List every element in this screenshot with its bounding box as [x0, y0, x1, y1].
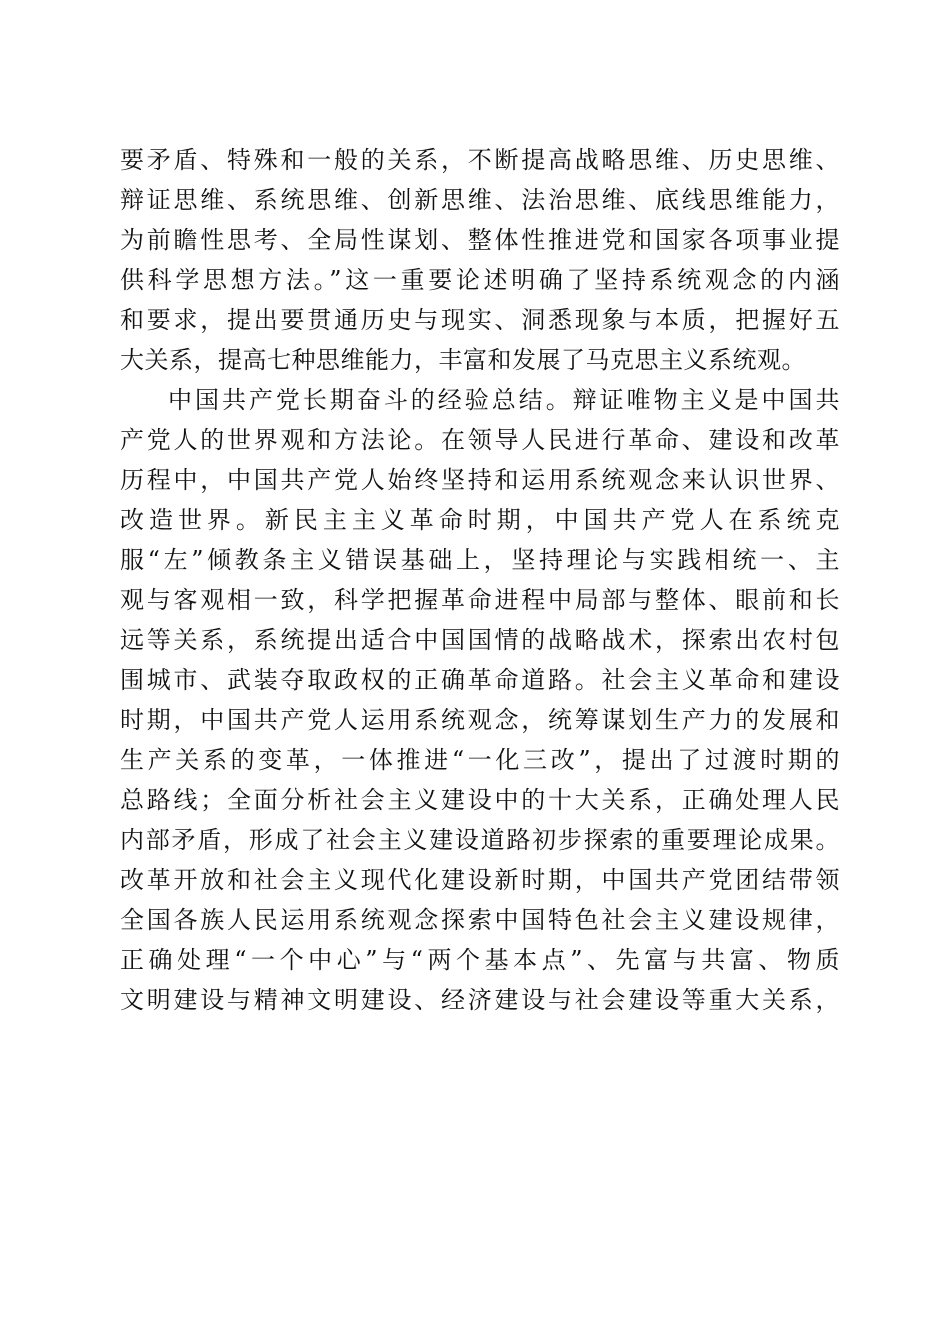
- paragraph-1: [120, 140, 840, 380]
- text-line: 总路线；全面分析社会主义建设中的十大关系，正确处理人民: [120, 786, 840, 814]
- text-line: 改造世界。新民主主义革命时期，中国共产党人在系统克: [120, 506, 840, 534]
- text-line: 改革开放和社会主义现代化建设新时期，中国共产党团结带领: [120, 866, 840, 894]
- text-line: 生产关系的变革，一体推进“一化三改”，提出了过渡时期的: [120, 746, 840, 774]
- text-line: 大关系，提高七种思维能力，丰富和发展了马克思主义系统观。: [120, 346, 806, 374]
- text-line: 为前瞻性思考、全局性谋划、整体性推进党和国家各项事业提: [120, 226, 840, 254]
- text-line: 时期，中国共产党人运用系统观念，统筹谋划生产力的发展和: [120, 706, 840, 734]
- text-line: 中国共产党长期奋斗的经验总结。辩证唯物主义是中国共: [168, 386, 840, 414]
- text-line: 远等关系，系统提出适合中国国情的战略战术，探索出农村包: [120, 626, 840, 654]
- text-line: 产党人的世界观和方法论。在领导人民进行革命、建设和改革: [120, 426, 840, 454]
- text-line: 观与客观相一致，科学把握革命进程中局部与整体、眼前和长: [120, 586, 840, 614]
- text-line: 文明建设与精神文明建设、经济建设与社会建设等重大关系，: [120, 986, 840, 1014]
- text-line: 辩证思维、系统思维、创新思维、法治思维、底线思维能力，: [120, 186, 840, 214]
- text-line: 服“左”倾教条主义错误基础上，坚持理论与实践相统一、主: [120, 546, 840, 574]
- paragraph-2: [120, 380, 840, 1020]
- text-line: 正确处理“一个中心”与“两个基本点”、先富与共富、物质: [120, 946, 840, 974]
- text-line: 内部矛盾，形成了社会主义建设道路初步探索的重要理论成果。: [120, 826, 840, 854]
- text-line: 全国各族人民运用系统观念探索中国特色社会主义建设规律，: [120, 906, 840, 934]
- document-body: [120, 140, 840, 1020]
- text-line: 和要求，提出要贯通历史与现实、洞悉现象与本质，把握好五: [120, 306, 840, 334]
- text-line: 历程中，中国共产党人始终坚持和运用系统观念来认识世界、: [120, 466, 840, 494]
- text-line: 要矛盾、特殊和一般的关系，不断提高战略思维、历史思维、: [120, 146, 840, 174]
- text-line: 围城市、武装夺取政权的正确革命道路。社会主义革命和建设: [120, 666, 840, 694]
- text-line: 供科学思想方法。”这一重要论述明确了坚持系统观念的内涵: [120, 266, 840, 294]
